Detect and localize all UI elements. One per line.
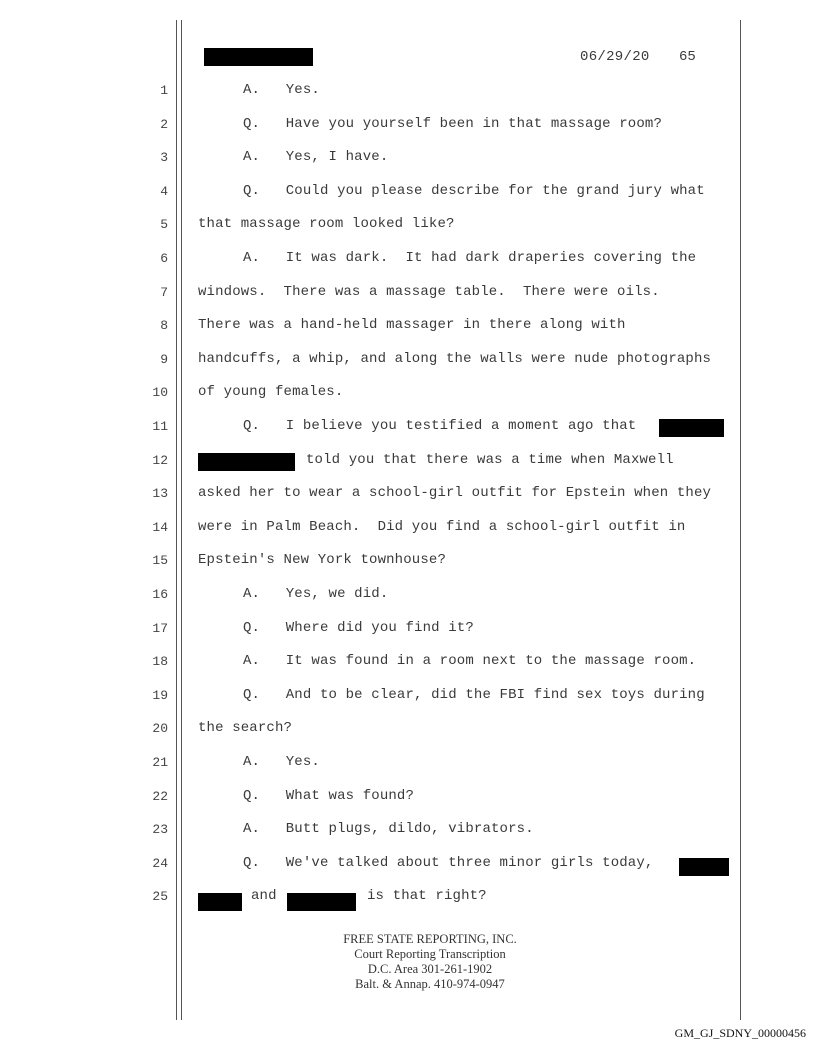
footer-services: Court Reporting Transcription (354, 947, 506, 961)
transcript-line-text: asked her to wear a school-girl outfit for Epstein when they (198, 485, 712, 502)
line-number: 22 (152, 788, 168, 804)
transcript-line-text: is that right? (367, 888, 487, 905)
line-number: 14 (152, 519, 168, 535)
transcript-line-text: A. It was found in a room next to the massage room. (243, 653, 697, 670)
transcript-line-text: Epstein's New York townhouse? (198, 552, 446, 569)
redaction-line-11 (659, 419, 724, 437)
transcript-line-text: Q. Have you yourself been in that massage room? (243, 115, 663, 132)
redaction-line-25-a (198, 893, 242, 911)
transcript-line-text: Q. Could you please describe for the grand jury what (243, 182, 705, 199)
line-number: 1 (160, 83, 168, 98)
line-number: 19 (152, 687, 168, 703)
redaction-line-25-b (287, 893, 356, 911)
line-number: 7 (160, 284, 168, 300)
line-number: 23 (152, 822, 168, 838)
line-number: 24 (152, 855, 168, 871)
transcript-line-text: Q. We've talked about three minor girls today, (243, 854, 654, 871)
transcript-line-text: of young females. (198, 384, 344, 401)
line-number: 12 (152, 452, 168, 468)
reporter-footer (300, 932, 560, 992)
transcript-line-text: told you that there was a time when Maxwell (306, 451, 674, 468)
redaction-line-24 (679, 858, 729, 876)
line-number: 15 (152, 553, 168, 569)
line-number: 5 (160, 217, 168, 233)
line-number: 18 (152, 654, 168, 670)
transcript-line-text: A. Yes, I have. (243, 149, 389, 166)
line-number: 9 (160, 351, 168, 367)
left-margin-rule-inner (181, 20, 182, 1020)
transcript-line-text: handcuffs, a whip, and along the walls were nude photographs (198, 350, 712, 367)
right-margin-rule (740, 20, 741, 1020)
footer-dc-phone: D.C. Area 301-261-1902 (367, 962, 493, 976)
footer-company: FREE STATE REPORTING, INC. (343, 932, 517, 946)
transcript-line-text: that massage room looked like? (198, 216, 455, 233)
transcript-line-text: were in Palm Beach. Did you find a school-girl outfit in (198, 518, 686, 535)
line-number: 6 (160, 251, 168, 266)
line-number: 10 (152, 385, 168, 401)
transcript-line-text: A. Yes. (243, 754, 320, 770)
redaction-line-12 (198, 453, 295, 471)
transcript-line-text: There was a hand-held massager in there along with (198, 317, 626, 334)
transcript-line-text: and (251, 888, 277, 905)
line-number: 20 (152, 721, 168, 737)
header-page-number: 65 (679, 49, 696, 65)
line-number: 16 (152, 587, 168, 602)
line-number: 8 (160, 318, 168, 334)
line-number: 25 (152, 889, 168, 905)
transcript-line-text: Q. And to be clear, did the FBI find sex toys during (243, 686, 705, 703)
transcript-line-text: A. Yes, we did. (243, 586, 389, 602)
line-number: 21 (152, 755, 168, 770)
transcript-line-text: Q. I believe you testified a moment ago that (243, 418, 637, 434)
line-number: 3 (160, 150, 168, 166)
bates-number: GM_GJ_SDNY_00000456 (674, 1026, 806, 1040)
line-number: 4 (160, 183, 168, 199)
footer-balt-phone: Balt. & Annap. 410-974-0947 (355, 977, 505, 991)
line-number: 2 (160, 116, 168, 132)
transcript-line-text: A. It was dark. It had dark draperies covering the (243, 250, 697, 266)
transcript-line-text: A. Butt plugs, dildo, vibrators. (243, 821, 534, 838)
line-number: 13 (152, 486, 168, 502)
transcript-line-text: windows. There was a massage table. There were oils. (198, 283, 660, 300)
line-number: 17 (152, 620, 168, 636)
line-number: 11 (152, 419, 168, 434)
transcript-line-text: Q. Where did you find it? (243, 619, 474, 636)
redaction-header-name (204, 48, 313, 66)
left-margin-rule (176, 20, 177, 1020)
transcript-line-text: Q. What was found? (243, 787, 415, 804)
transcript-line-text: A. Yes. (243, 82, 320, 98)
header-date: 06/29/20 (580, 49, 650, 65)
transcript-line-text: the search? (198, 720, 293, 737)
